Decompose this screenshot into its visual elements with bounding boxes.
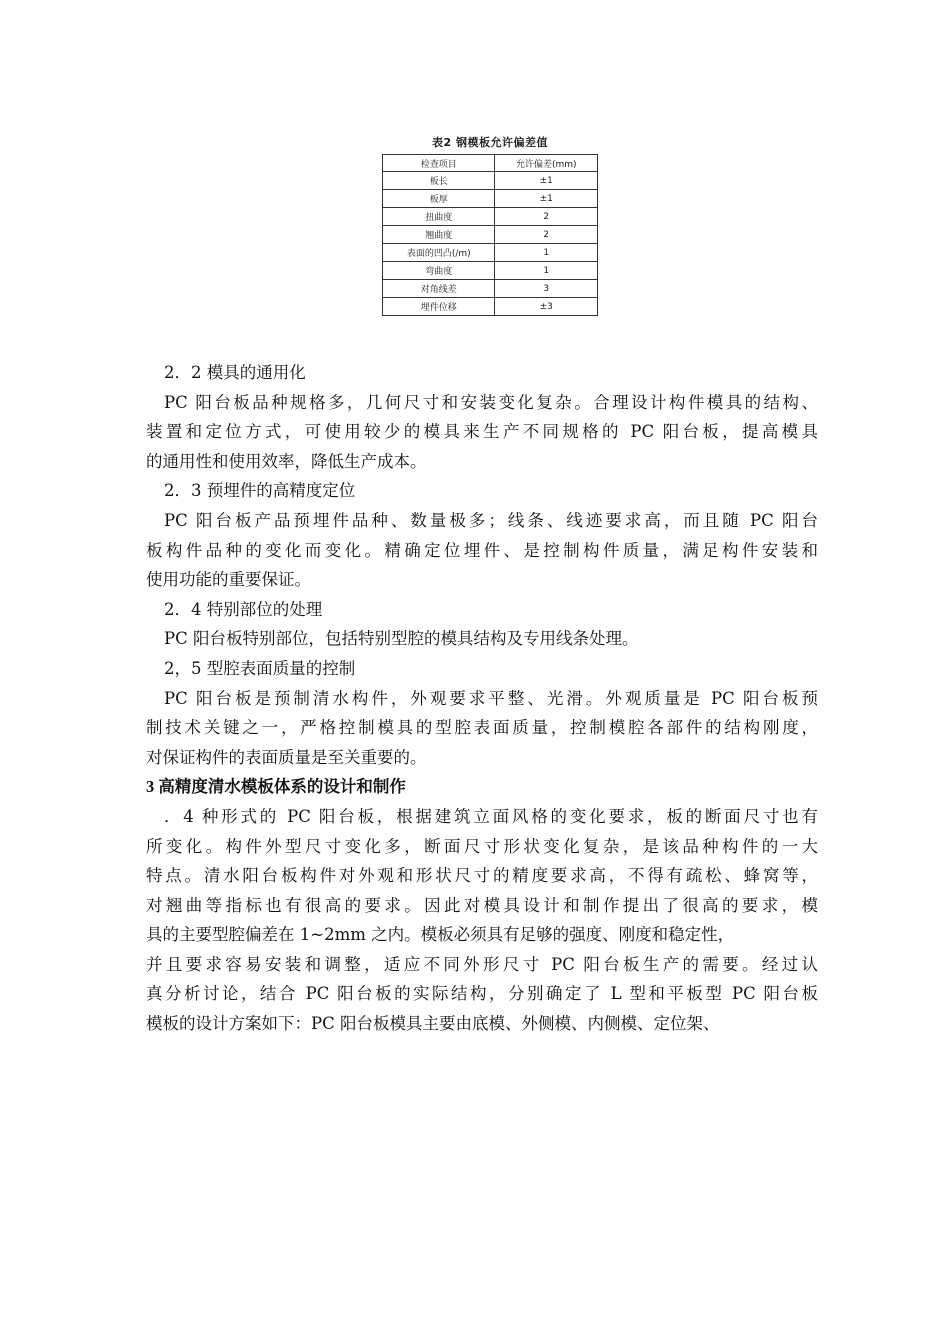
paragraph-line: 所变化。构件外型尺寸变化多，断面尺寸形状变化复杂，是该品种构件的一大 <box>146 836 818 856</box>
table-row <box>383 190 598 208</box>
paragraph-line: ．4 种形式的 PC 阳台板，根据建筑立面风格的变化要求，板的断面尺寸也有 <box>164 806 818 826</box>
table-cell-value: 3 <box>495 280 598 298</box>
paragraph-line: 具的主要型腔偏差在 1~2mm 之内。模板必须具有足够的强度、刚度和稳定性， <box>146 925 735 945</box>
paragraph-line: 对保证构件的表面质量是至关重要的。 <box>146 747 427 767</box>
paragraph-line: 模板的设计方案如下：PC 阳台板模具主要由底模、外侧模、内侧模、定位架、 <box>146 1014 720 1034</box>
table-cell-value: ±3 <box>495 298 598 316</box>
table-cell-item: 扭曲度 <box>383 208 495 226</box>
table-header-cell: 允许偏差(mm) <box>495 155 598 172</box>
paragraph-line: 制技术关键之一，严格控制模具的型腔表面质量，控制模腔各部件的结构刚度， <box>146 718 818 738</box>
paragraph-line: 的通用性和使用效率，降低生产成本。 <box>146 451 427 471</box>
paragraph-line: 真分析讨论，结合 PC 阳台板的实际结构，分别确定了 L 型和平板型 PC 阳台板 <box>146 984 818 1004</box>
subsection-heading: 2．3 预埋件的高精度定位 <box>164 481 356 501</box>
table-cell-item: 板厚 <box>383 190 495 208</box>
table-caption: 表2 钢模板允许偏差值 <box>432 136 548 149</box>
table-header-row <box>383 155 598 172</box>
paragraph-line: 使用功能的重要保证。 <box>146 570 311 590</box>
body-text <box>146 358 818 1039</box>
table-header-cell: 检查项目 <box>383 155 495 172</box>
section-heading: 3 高精度清水模板体系的设计和制作 <box>146 777 406 797</box>
subsection-heading: 2，5 型腔表面质量的控制 <box>164 658 356 678</box>
table-cell-item: 翘曲度 <box>383 226 495 244</box>
table-cell-value: ±1 <box>495 172 598 190</box>
table-cell-item: 板长 <box>383 172 495 190</box>
table-cell-value: 2 <box>495 226 598 244</box>
paragraph-line: PC 阳台板是预制清水构件，外观要求平整、光滑。外观质量是 PC 阳台板预 <box>164 688 818 708</box>
tolerance-table-figure <box>380 134 600 316</box>
paragraph-line: 装置和定位方式，可使用较少的模具来生产不同规格的 PC 阳台板，提高模具 <box>146 422 818 442</box>
subsection-heading: 2．4 特别部位的处理 <box>164 599 323 619</box>
table-row <box>383 298 598 316</box>
paragraph-line: 板构件品种的变化而变化。精确定位埋件、是控制构件质量，满足构件安装和 <box>146 540 818 560</box>
steel-formwork-tolerance-table <box>382 154 598 316</box>
table-cell-value: 1 <box>495 244 598 262</box>
paragraph-line: PC 阳台板产品预埋件品种、数量极多；线条、线迹要求高，而且随 PC 阳台 <box>164 510 818 530</box>
table-cell-value: ±1 <box>495 190 598 208</box>
paragraph-line: 并且要求容易安装和调整，适应不同外形尺寸 PC 阳台板生产的需要。经过认 <box>146 954 818 974</box>
table-row <box>383 262 598 280</box>
table-cell-item: 弯曲度 <box>383 262 495 280</box>
paragraph-line: 特点。清水阳台板构件对外观和形状尺寸的精度要求高，不得有疏松、蜂窝等， <box>146 866 818 886</box>
table-row <box>383 172 598 190</box>
table-cell-item: 对角线差 <box>383 280 495 298</box>
paragraph-line: PC 阳台板品种规格多，几何尺寸和安装变化复杂。合理设计构件模具的结构、 <box>164 392 818 412</box>
table-cell-value: 1 <box>495 262 598 280</box>
subsection-heading: 2．2 模具的通用化 <box>164 363 306 382</box>
table-row <box>383 208 598 226</box>
table-cell-item: 表面的凹凸(/m) <box>383 244 495 262</box>
table-row <box>383 280 598 298</box>
table-cell-value: 2 <box>495 208 598 226</box>
paragraph-line: 对翘曲等指标也有很高的要求。因此对模具设计和制作提出了很高的要求，模 <box>146 895 818 915</box>
table-row <box>383 226 598 244</box>
table-row <box>383 244 598 262</box>
paragraph-line: PC 阳台板特别部位，包括特别型腔的模具结构及专用线条处理。 <box>164 629 639 649</box>
table-cell-item: 埋件位移 <box>383 298 495 316</box>
